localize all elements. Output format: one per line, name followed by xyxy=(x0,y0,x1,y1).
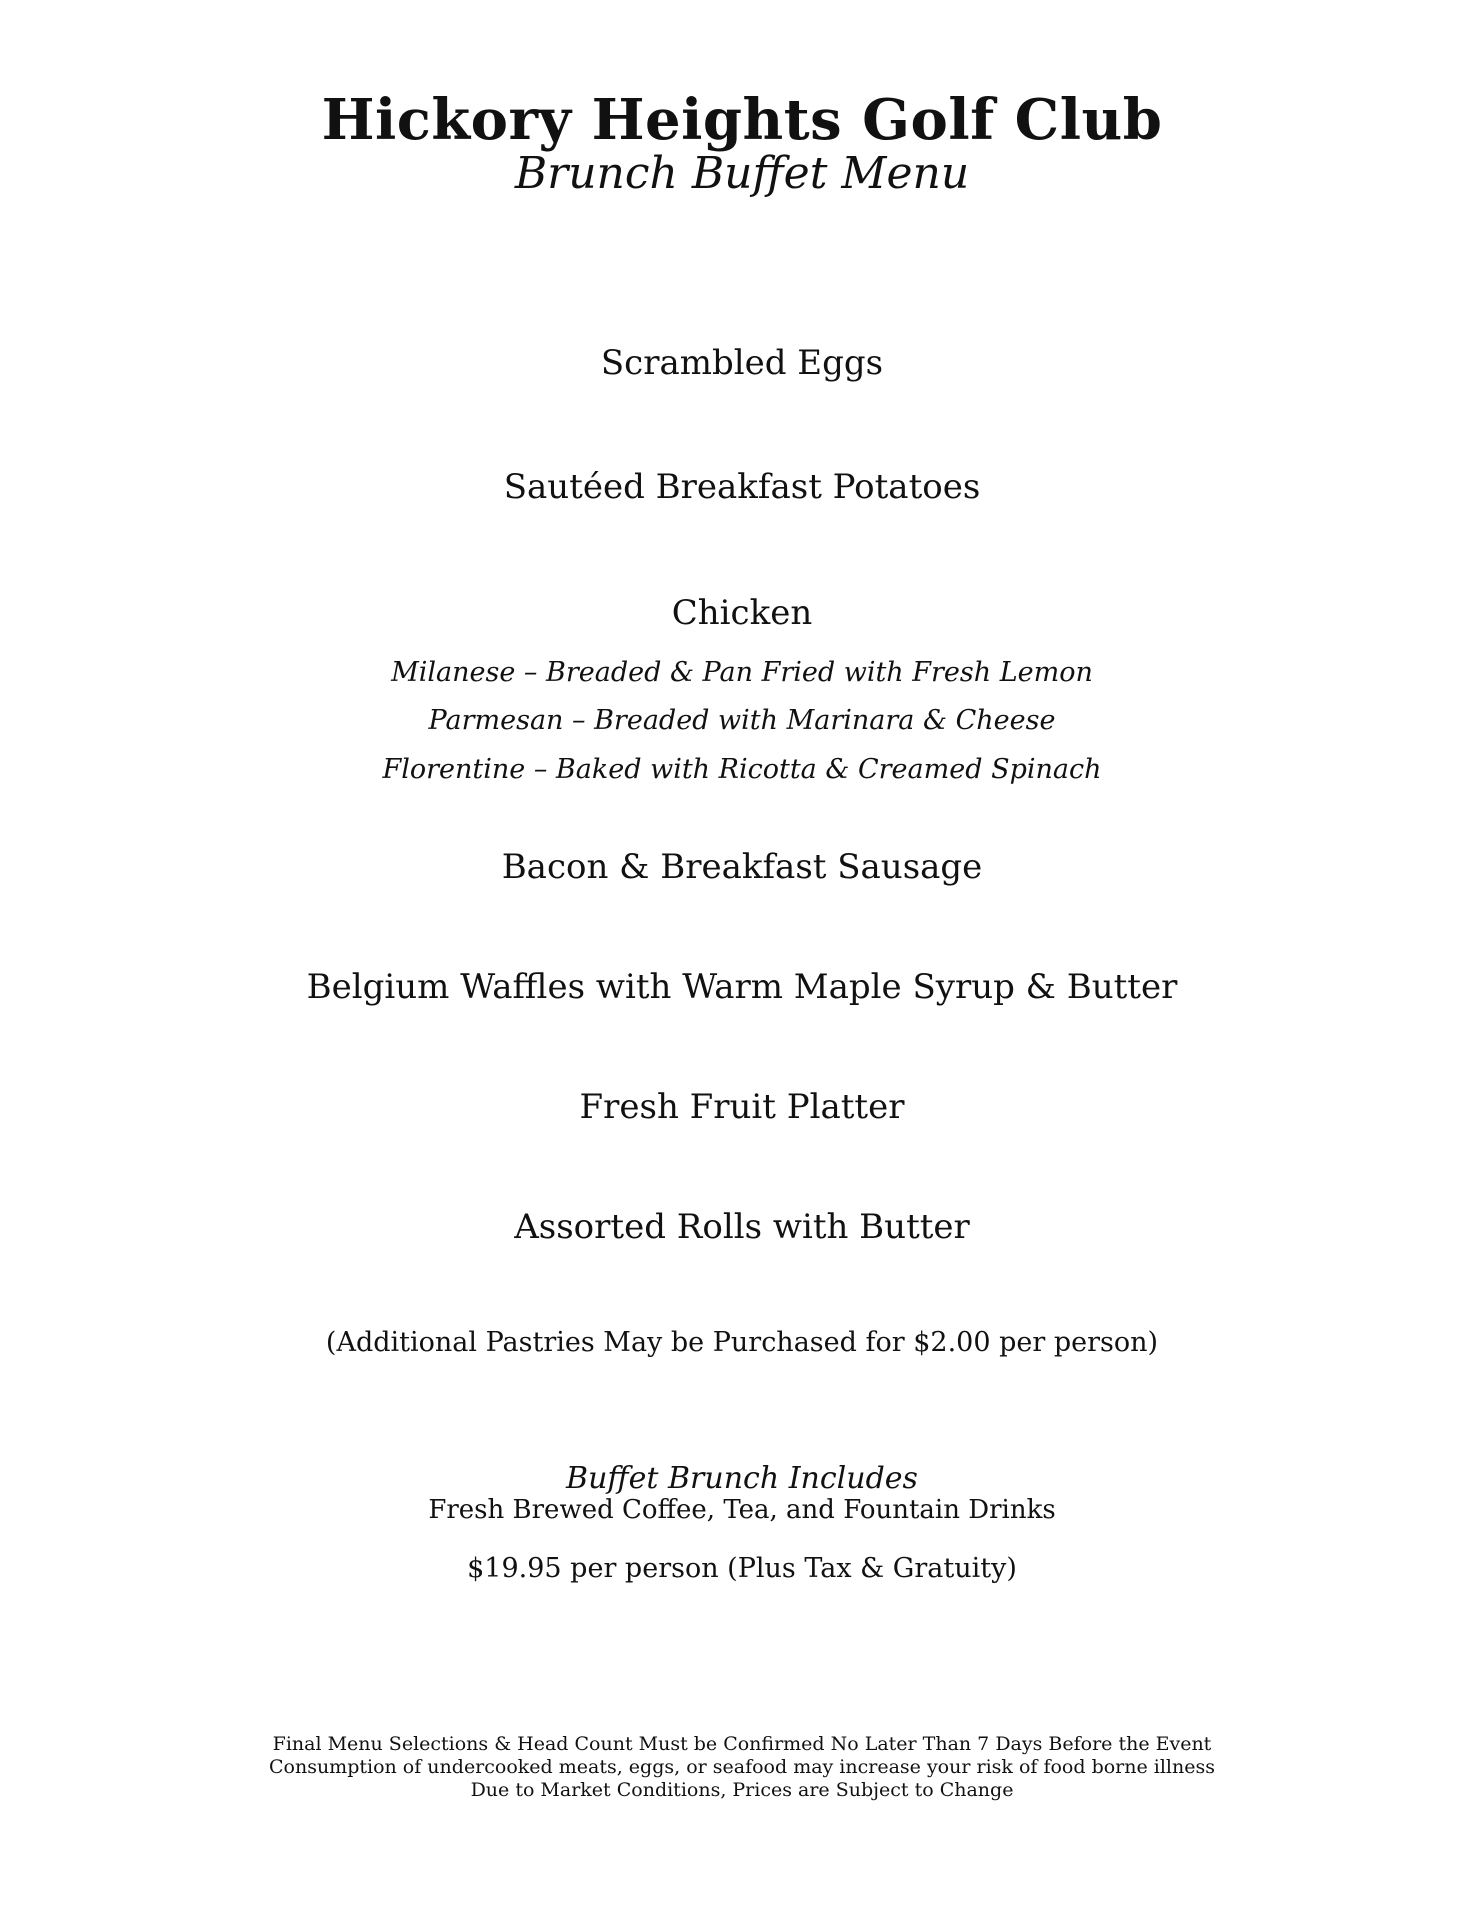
price-per-person: $19.95 per person (Plus Tax & Gratuity) xyxy=(467,1553,1017,1584)
chicken-option-florentine: Florentine – Baked with Ricotta & Creamed Spinach xyxy=(382,754,1102,785)
footer-confirmation-note: Final Menu Selections & Head Count Must be Confirmed No Later Than 7 Days Before the Event xyxy=(272,1733,1212,1755)
menu-title: Brunch Buffet Menu xyxy=(514,148,970,199)
footer-consumption-warning: Consumption of undercooked meats, eggs, or seafood may increase your risk of food borne illness xyxy=(268,1756,1215,1778)
menu-item-chicken: Chicken xyxy=(671,593,813,633)
includes-drinks: Fresh Brewed Coffee, Tea, and Fountain Drinks xyxy=(428,1495,1056,1525)
footer-price-disclaimer: Due to Market Conditions, Prices are Subject to Change xyxy=(470,1779,1014,1801)
menu-item-rolls: Assorted Rolls with Butter xyxy=(514,1207,970,1247)
menu-item-potatoes: Sautéed Breakfast Potatoes xyxy=(503,467,981,507)
chicken-option-milanese: Milanese – Breaded & Pan Fried with Fresh Lemon xyxy=(391,657,1093,688)
club-name: Hickory Heights Golf Club xyxy=(321,87,1163,153)
menu-item-scrambled-eggs: Scrambled Eggs xyxy=(600,343,884,383)
menu-item-waffles: Belgium Waffles with Warm Maple Syrup & Butter xyxy=(306,967,1178,1007)
chicken-option-parmesan: Parmesan – Breaded with Marinara & Cheese xyxy=(428,705,1056,736)
includes-heading: Buffet Brunch Includes xyxy=(566,1461,918,1496)
menu-item-bacon-sausage: Bacon & Breakfast Sausage xyxy=(501,847,983,887)
pastries-note: (Additional Pastries May be Purchased for $2.00 per person) xyxy=(325,1327,1159,1358)
menu-item-fruit: Fresh Fruit Platter xyxy=(579,1087,905,1127)
